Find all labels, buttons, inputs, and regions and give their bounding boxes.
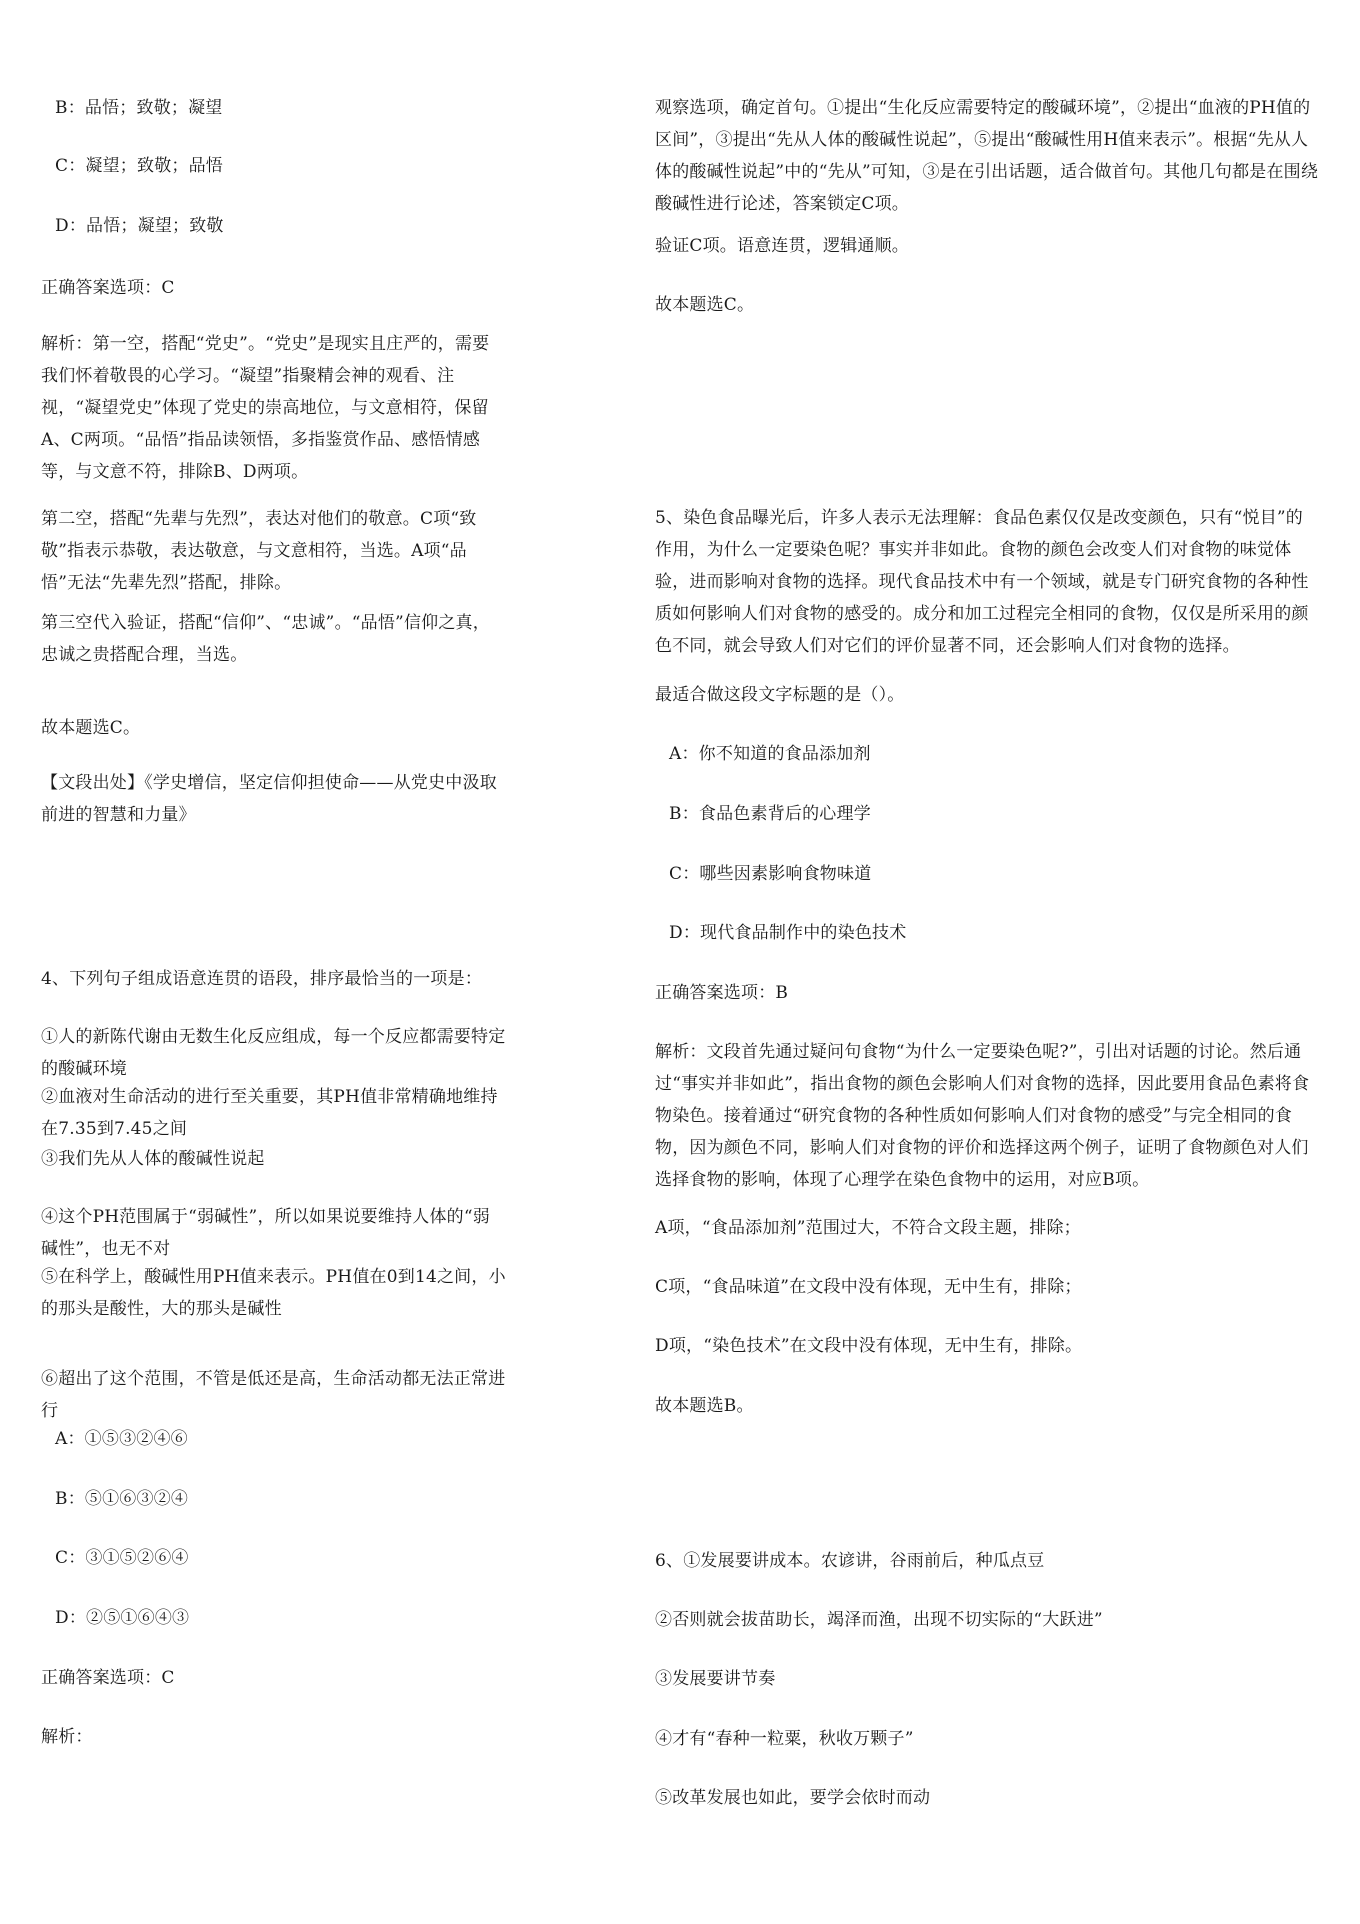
q4-explanation-2: 验证C项。语意连贯，逻辑通顺。	[655, 236, 910, 256]
q3-explanation-1: 解析：第一空，搭配“党史”。“党史”是现实且庄严的，需要我们怀着敬畏的心学习。“凝望”指聚精会神的观看、注视，“凝望党史”体现了党史的崇高地位，与文意相符，保留A、C两项。“品悟”指品读领悟，多指鉴赏作品、感悟情感等，与文意不符，排除B、D两项。	[41, 334, 490, 482]
q3-answer: 正确答案选项：C	[41, 278, 175, 298]
q4-option-a: A：①⑤③②④⑥	[55, 1429, 188, 1449]
q3-option-d: D：品悟；凝望；致敬	[55, 216, 224, 236]
q6-stem: 6、①发展要讲成本。农谚讲，谷雨前后，种瓜点豆	[655, 1551, 1045, 1571]
q4-explanation-1: 观察选项，确定首句。①提出“生化反应需要特定的酸碱环境”，②提出“血液的PH值的区间”，③提出“先从人体的酸碱性说起”，⑤提出“酸碱性用H值来表示”。根据“先从人体的酸碱性说起”中的“先从”可知，③是在引出话题，适合做首句。其他几句都是在围绕酸碱性进行论述，答案锁定C项。	[655, 98, 1319, 214]
q5-stem: 5、染色食品曝光后，许多人表示无法理解：食品色素仅仅是改变颜色，只有“悦目”的作用，为什么一定要染色呢？事实并非如此。食物的颜色会改变人们对食物的味觉体验，进而影响对食物的选择。现代食品技术中有一个领域，就是专门研究食物的各种性质如何影响人们对食物的感受的。成分和加工过程完全相同的食物，仅仅是所采用的颜色不同，就会导致人们对它们的评价显著不同，还会影响人们对食物的选择。	[655, 508, 1309, 656]
q3-option-c: C：凝望；致敬；品悟	[55, 156, 224, 176]
q5-explanation-3: C项，“食品味道”在文段中没有体现，无中生有，排除；	[655, 1277, 1082, 1297]
q4-explanation-label: 解析：	[41, 1727, 93, 1747]
q4-sentence-2: ②血液对生命活动的进行至关重要，其PH值非常精确地维持在7.35到7.45之间	[41, 1087, 498, 1139]
q4-option-c: C：③①⑤②⑥④	[55, 1548, 189, 1568]
q4-option-d: D：②⑤①⑥④③	[55, 1608, 190, 1628]
q5-explanation-2: A项，“食品添加剂”范围过大，不符合文段主题，排除；	[655, 1218, 1081, 1238]
q4-sentence-5: ⑤在科学上，酸碱性用PH值来表示。PH值在0到14之间，小的那头是酸性，大的那头是碱性	[41, 1267, 506, 1319]
q4-final: 故本题选C。	[655, 295, 755, 315]
q5-final: 故本题选B。	[655, 1396, 754, 1416]
q6-sentence-3: ③发展要讲节奏	[655, 1669, 776, 1689]
q4-sentence-4: ④这个PH范围属于“弱碱性”，所以如果说要维持人体的“弱碱性”，也无不对	[41, 1207, 490, 1259]
q5-option-c: C：哪些因素影响食物味道	[669, 864, 872, 884]
q6-sentence-5: ⑤改革发展也如此，要学会依时而动	[655, 1788, 931, 1808]
q6-sentence-4: ④才有“春种一粒粟，秋收万颗子”	[655, 1729, 914, 1749]
q4-sentence-6: ⑥超出了这个范围，不管是低还是高，生命活动都无法正常进行	[41, 1369, 506, 1421]
q5-explanation-1: 解析：文段首先通过疑问句食物“为什么一定要染色呢?”，引出对话题的讨论。然后通过“事实并非如此”，指出食物的颜色会影响人们对食物的选择，因此要用食品色素将食物染色。接着通过“研究食物的各种性质如何影响人们对食物的感受”与完全相同的食物，因为颜色不同，影响人们对食物的评价和选择这两个例子，证明了食物颜色对人们选择食物的影响，体现了心理学在染色食物中的运用，对应B项。	[655, 1042, 1310, 1190]
q5-explanation-4: D项，“染色技术”在文段中没有体现，无中生有，排除。	[655, 1336, 1083, 1356]
q4-answer: 正确答案选项：C	[41, 1668, 175, 1688]
q5-option-a: A：你不知道的食品添加剂	[669, 744, 871, 764]
q3-final: 故本题选C。	[41, 718, 141, 738]
q6-sentence-2: ②否则就会拔苗助长，竭泽而渔，出现不切实际的“大跃进”	[655, 1610, 1103, 1630]
q5-option-b: B：食品色素背后的心理学	[669, 804, 871, 824]
q3-explanation-2: 第二空，搭配“先辈与先烈”，表达对他们的敬意。C项“致敬”指表示恭敬，表达敬意，与文意相符，当选。A项“品悟”无法“先辈先烈”搭配，排除。	[41, 509, 477, 593]
q5-option-d: D：现代食品制作中的染色技术	[669, 923, 907, 943]
q3-option-b: B：品悟；致敬；凝望	[55, 98, 223, 118]
q4-sentence-1: ①人的新陈代谢由无数生化反应组成，每一个反应都需要特定的酸碱环境	[41, 1027, 506, 1079]
q4-stem: 4、下列句子组成语意连贯的语段，排序最恰当的一项是：	[41, 969, 483, 989]
q3-explanation-3: 第三空代入验证，搭配“信仰”、“忠诚”。“品悟”信仰之真，忠诚之贵搭配合理，当选。	[41, 613, 490, 665]
q5-question: 最适合做这段文字标题的是（）。	[655, 685, 905, 705]
q3-source: 【文段出处】《学史增信，坚定信仰担使命——从党史中汲取前进的智慧和力量》	[41, 773, 497, 825]
q4-option-b: B：⑤①⑥③②④	[55, 1489, 189, 1509]
q5-answer: 正确答案选项：B	[655, 983, 789, 1003]
q4-sentence-3: ③我们先从人体的酸碱性说起	[41, 1149, 265, 1169]
